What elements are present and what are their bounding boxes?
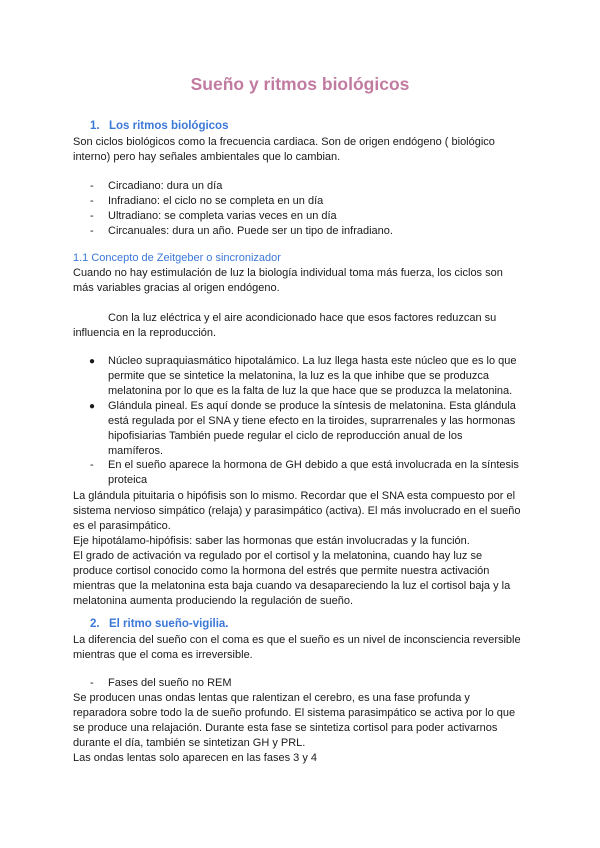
list-item: Fases del sueño no REM	[108, 677, 232, 689]
paragraph-line: interno) pero hay señales ambientales que lo cambian.	[73, 151, 341, 163]
list-bullet: ●	[89, 401, 96, 412]
list-dash: -	[90, 210, 94, 222]
paragraph-line: El grado de activación va regulado por el cortisol y la melatonina, cuando hay luz se	[73, 550, 483, 562]
paragraph-line: mientras que la melatonina esta baja cuando va desapareciendo la luz el cortisol baja y la	[73, 580, 511, 592]
paragraph-line: sistema nervioso simpático (relaja) y parasimpático (activa). El más involucrado en el sueño	[73, 505, 521, 517]
paragraph-line: La glándula pituitaria o hipófisis son lo mismo. Recordar que el SNA esta compuesto por el	[73, 490, 516, 502]
paragraph-line: melatonina aumenta produciendo la regulación de sueño.	[73, 595, 354, 607]
list-item: Glándula pineal. Es aquí donde se produce la síntesis de melatonina. Esta glándula	[108, 400, 516, 412]
list-item: hipofisiarias También puede regular el ciclo de reproducción anual de los	[108, 430, 463, 442]
list-item: Núcleo supraquiasmático hipotalámico. La luz llega hasta este núcleo que es lo que	[108, 355, 517, 367]
list-item: mamíferos.	[108, 445, 164, 457]
list-dash: -	[90, 225, 94, 237]
section-2-heading	[90, 618, 229, 630]
section-2-number: 2.	[90, 618, 100, 630]
list-item: permite que se sintetice la melatonina, la luz es la que inhibe que se produzca	[108, 370, 489, 382]
list-dash: -	[90, 677, 94, 689]
list-bullet: ●	[89, 356, 96, 367]
list-item: En el sueño aparece la hormona de GH debido a que está involucrada en la síntesis	[108, 459, 519, 471]
paragraph-line: es el parasimpático.	[73, 520, 171, 532]
paragraph-line: Son ciclos biológicos como la frecuencia cardiaca. Son de origen endógeno ( biológico	[73, 136, 495, 148]
paragraph-line: Con la luz eléctrica y el aire acondicionado hace que esos factores reduzcan su	[108, 312, 497, 324]
paragraph-line: influencia en la reproducción.	[73, 327, 217, 339]
list-item: proteica	[108, 474, 148, 486]
section-1-heading	[90, 120, 228, 132]
list-dash: -	[90, 180, 94, 192]
section-2-title: El ritmo sueño-vigilia.	[109, 618, 229, 630]
paragraph-line: mientras que el coma es irreversible.	[73, 649, 253, 661]
paragraph-line: produce cortisol conocido como la hormona del estrés que permite nuestra activación	[73, 565, 490, 577]
list-item: está regulada por el SNA y tiene efecto en la tiroides, suprarrenales y las hormonas	[108, 415, 516, 427]
list-item: melatonina por lo que es la falta de luz la que hace que se produzca la melatonina.	[108, 385, 513, 397]
list-item: Circanuales: dura un año. Puede ser un tipo de infradiano.	[108, 225, 393, 237]
paragraph-line: se produce una relajación. Durante esta fase se sintetiza cortisol para poder activarnos	[73, 722, 498, 734]
paragraph-line: Las ondas lentas solo aparecen en las fases 3 y 4	[73, 752, 317, 764]
paragraph-line: Cuando no hay estimulación de luz la biología individual toma más fuerza, los ciclos son	[73, 267, 503, 279]
list-dash: -	[90, 195, 94, 207]
paragraph-line: más variables gracias al origen endógeno.	[73, 282, 280, 294]
list-dash: -	[90, 459, 94, 471]
document-title: Sueño y ritmos biológicos	[190, 74, 410, 94]
paragraph-line: Eje hipotálamo-hipófisis: saber las hormonas que están involucradas y la función.	[73, 535, 470, 547]
subsection-heading: 1.1 Concepto de Zeitgeber o sincronizador	[73, 252, 281, 264]
paragraph-line: durante el día, también se sintetizan GH y PRL.	[73, 737, 306, 749]
section-1-number: 1.	[90, 120, 100, 132]
paragraph-line: Se producen unas ondas lentas que ralentizan el cerebro, es una fase profunda y	[73, 692, 470, 704]
section-1-title: Los ritmos biológicos	[109, 120, 229, 132]
paragraph-line: La diferencia del sueño con el coma es que el sueño es un nivel de inconsciencia reversible	[73, 634, 521, 646]
list-item: Circadiano: dura un día	[108, 180, 223, 192]
list-item: Ultradiano: se completa varias veces en un día	[108, 210, 337, 222]
list-item: Infradiano: el ciclo no se completa en un día	[108, 195, 324, 207]
paragraph-line: reparadora sobre todo la de sueño profundo. El sistema parasimpático se activa por lo que	[73, 707, 516, 719]
